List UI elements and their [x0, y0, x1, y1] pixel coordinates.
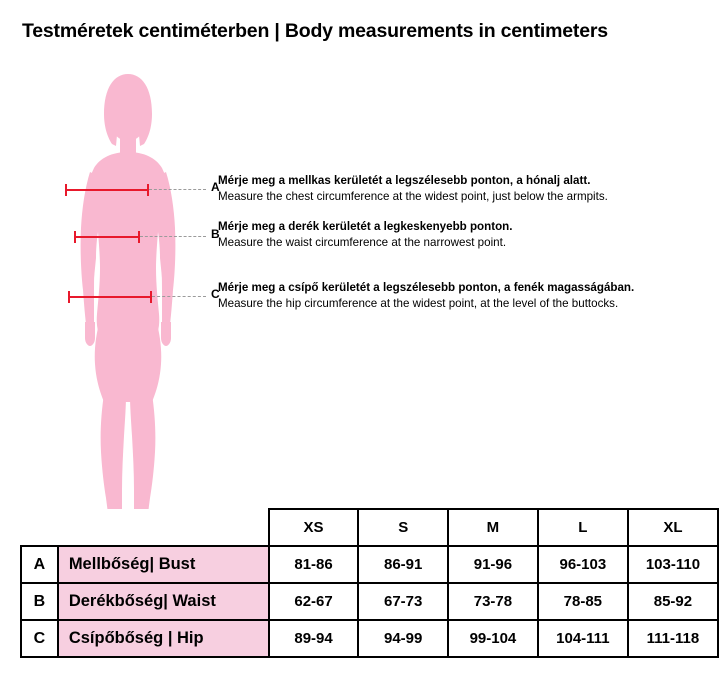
- cell-bust-xl: 103-110: [628, 546, 718, 583]
- marker-label-a: A: [211, 180, 220, 194]
- size-header-l: L: [538, 509, 628, 546]
- page-title: Testméretek centiméterben | Body measurements in centimeters: [22, 20, 608, 42]
- table-row: [21, 620, 718, 657]
- table-header-row: [21, 509, 718, 546]
- instruction-b-en: Measure the waist circumference at the narrowest point.: [218, 235, 507, 249]
- row-name-hip: Csípőbőség | Hip: [58, 620, 269, 657]
- cell-waist-xl: 85-92: [628, 583, 718, 620]
- instruction-b-hu: Mérje meg a derék kerületét a legkeskenyebb ponton.: [218, 220, 513, 233]
- measure-cap-left-c: [68, 291, 70, 303]
- row-letter-b: B: [21, 583, 58, 620]
- instruction-a-en: Measure the chest circumference at the widest point, just below the armpits.: [218, 189, 608, 203]
- measure-cap-left-a: [65, 184, 67, 196]
- cell-waist-s: 67-73: [358, 583, 448, 620]
- cell-hip-xl: 111-118: [628, 620, 718, 657]
- cell-hip-s: 94-99: [358, 620, 448, 657]
- measure-line-c: [68, 296, 152, 298]
- instruction-c-en: Measure the hip circumference at the widest point, at the level of the buttocks.: [218, 296, 619, 310]
- instruction-block-c: [218, 280, 634, 311]
- cell-hip-l: 104-111: [538, 620, 628, 657]
- instruction-block-b: [218, 219, 512, 250]
- size-header-m: M: [448, 509, 538, 546]
- size-table: [20, 508, 719, 658]
- cell-bust-l: 96-103: [538, 546, 628, 583]
- cell-hip-m: 99-104: [448, 620, 538, 657]
- instruction-block-a: [218, 173, 608, 204]
- cell-waist-xs: 62-67: [269, 583, 359, 620]
- cell-bust-m: 91-96: [448, 546, 538, 583]
- corner-blank-name: [58, 509, 269, 546]
- cell-waist-m: 73-78: [448, 583, 538, 620]
- table-row: [21, 546, 718, 583]
- row-name-waist: Derékbőség| Waist: [58, 583, 269, 620]
- row-letter-c: C: [21, 620, 58, 657]
- cell-waist-l: 78-85: [538, 583, 628, 620]
- table-row: [21, 583, 718, 620]
- measure-line-a: [65, 189, 149, 191]
- measure-cap-left-b: [74, 231, 76, 243]
- leader-line-a: [149, 189, 206, 191]
- row-letter-a: A: [21, 546, 58, 583]
- marker-label-c: C: [211, 287, 220, 301]
- cell-bust-xs: 81-86: [269, 546, 359, 583]
- instruction-a-hu: Mérje meg a mellkas kerületét a legszélesebb ponton, a hónalj alatt.: [218, 174, 591, 187]
- cell-bust-s: 86-91: [358, 546, 448, 583]
- corner-blank-letter: [21, 509, 58, 546]
- marker-label-b: B: [211, 227, 220, 241]
- leader-line-c: [152, 296, 206, 298]
- cell-hip-xs: 89-94: [269, 620, 359, 657]
- row-name-bust: Mellbőség| Bust: [58, 546, 269, 583]
- measure-line-b: [74, 236, 140, 238]
- size-header-xl: XL: [628, 509, 718, 546]
- leader-line-b: [140, 236, 206, 238]
- size-header-s: S: [358, 509, 448, 546]
- size-header-xs: XS: [269, 509, 359, 546]
- instruction-c-hu: Mérje meg a csípő kerületét a legszélesebb ponton, a fenék magasságában.: [218, 281, 635, 294]
